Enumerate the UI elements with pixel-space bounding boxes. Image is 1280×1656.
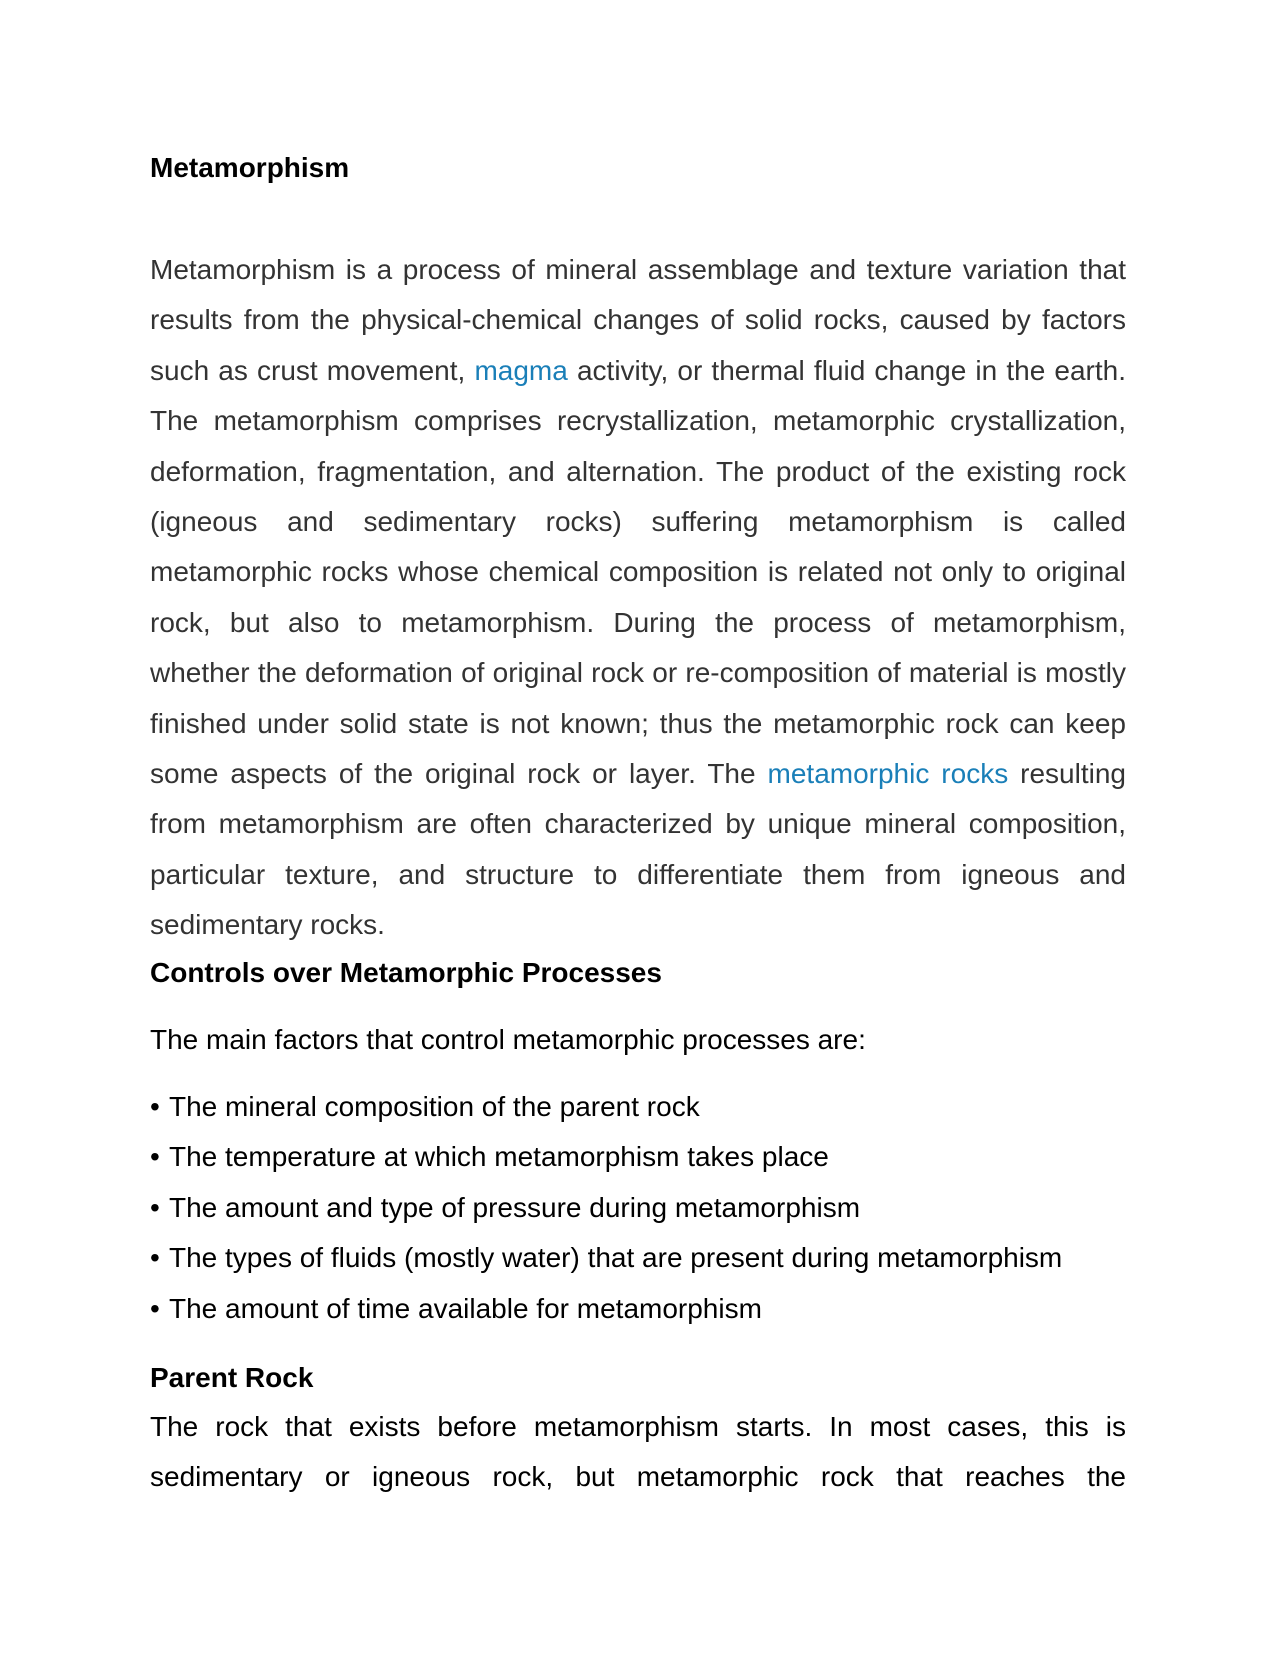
controls-heading: Controls over Metamorphic Processes [150,957,662,988]
list-item-text: The amount of time available for metamorphism [169,1292,762,1324]
list-item-text: The mineral composition of the parent rock [169,1091,700,1122]
intro-text-part-3: resulting from metamorphism are often characterized by unique mineral composition, particular texture, and structure to differentiate them from igneous and sedimentary rocks. [150,758,1126,941]
metamorphic-rocks-link[interactable]: metamorphic rocks [767,758,1009,790]
controls-list [150,1082,1062,1334]
bullet-icon: • [150,1141,160,1173]
list-item [150,1132,1062,1182]
list-item [150,1284,1062,1334]
page-title: Metamorphism [150,152,350,183]
list-item-text: The amount and type of pressure during metamorphism [169,1191,861,1223]
bullet-icon: • [150,1242,160,1274]
bullet-icon: • [150,1191,160,1223]
parent-rock-heading: Parent Rock [150,1362,314,1393]
intro-text-part-2: activity, or thermal fluid change in the earth. The metamorphism comprises recrystallization, metamorphic crystallization, deformation, fragmentation, and alternation. The product of the existing rock (igneous and sedimentary rocks) suffering metamorphism is called metamorphic rocks whose chemical composition is related not only to original rock, but also to metamorphism. During the process of metamorphism, whether the deformation of original rock or re-composition of material is mostly finished under solid state is not known; thus the metamorphic rock can keep some aspects of the original rock or layer. The [150,354,1127,790]
list-item [150,1082,1062,1132]
bullet-icon: • [150,1091,160,1122]
list-item [150,1183,1062,1233]
list-item-text: The temperature at which metamorphism takes place [169,1141,829,1173]
parent-rock-paragraph: The rock that exists before metamorphism starts. In most cases, this is sedimentary or igneous rock, but metamorphic rock that reaches the [150,1411,1126,1493]
list-item [150,1233,1062,1283]
controls-lead: The main factors that control metamorphic processes are: [150,1024,866,1055]
intro-paragraph [150,245,1126,951]
intro-text-part-1: Metamorphism is a process of mineral assemblage and texture variation that results from the physical-chemical changes of solid rocks, caused by factors such as crust movement, [150,254,1126,386]
magma-link[interactable]: magma [474,354,568,386]
bullet-icon: • [150,1292,160,1324]
list-item-text: The types of fluids (mostly water) that are present during metamorphism [169,1242,1063,1274]
